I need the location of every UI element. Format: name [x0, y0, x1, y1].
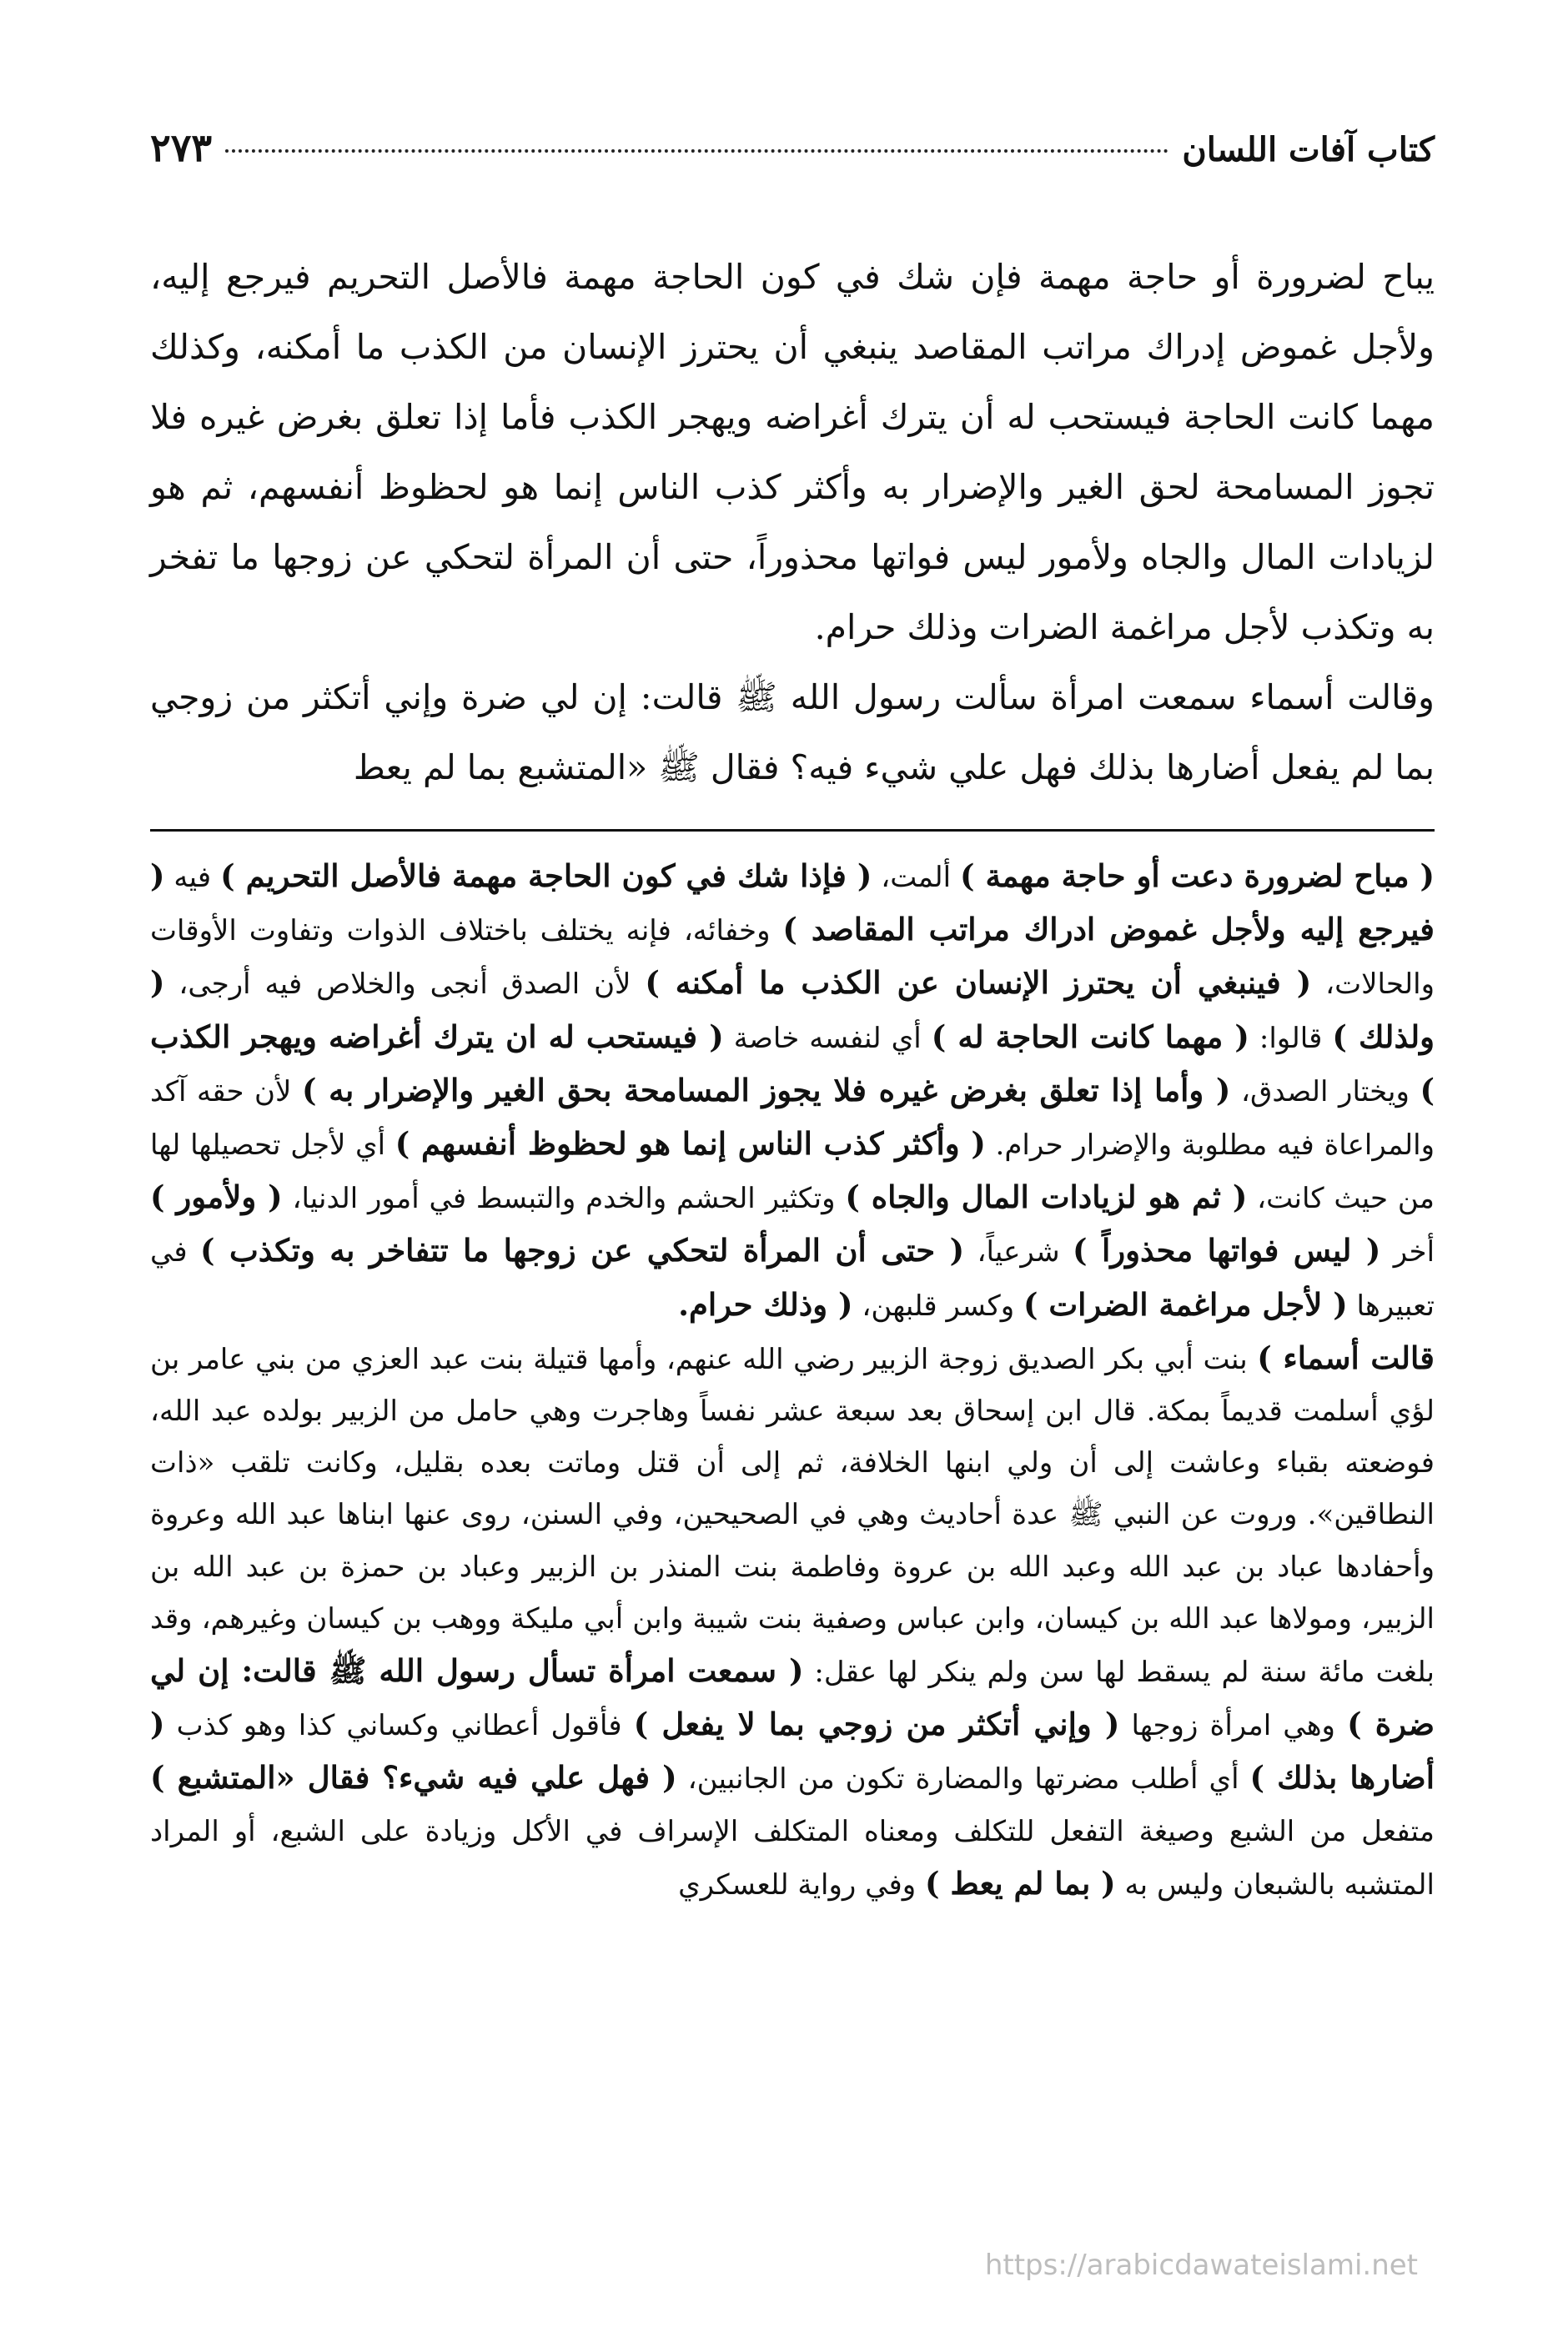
quoted-text: ( فينبغي أن يحترز الإنسان عن الكذب ما أمكنه )	[645, 964, 1312, 1002]
commentary-text: أي لأجل تحصيلها لها من حيث كانت،	[150, 1128, 1435, 1216]
quoted-text: ( ولذلك )	[150, 964, 1435, 1055]
commentary-text: أي لنفسه خاصة	[723, 1021, 932, 1055]
watermark-url: https://arabicdawateislami.net	[984, 2249, 1418, 2282]
quoted-text: ( وأكثر كذب الناس إنما هو لحظوظ أنفسهم )	[395, 1125, 986, 1163]
leader-dots	[225, 149, 1168, 153]
quoted-text: ( وأما إذا تعلق بغرض غيره فلا يجوز المسامحة بحق الغير والإضرار به )	[301, 1071, 1231, 1108]
commentary	[150, 850, 1435, 1911]
footnote-divider	[150, 829, 1435, 832]
running-header	[150, 125, 1435, 192]
main-paragraph: وقالت أسماء سمعت امرأة سألت رسول الله ﷺ قالت: إن لي ضرة وإني أتكثر من زوجي بما لم يفعل أضارها بذلك فهل علي شيء فيه؟ فقال ﷺ «المتشبع بما لم يعط	[150, 677, 1435, 787]
book-title: كتاب آفات اللسان	[1182, 130, 1435, 169]
quoted-text: ( أضارها بذلك )	[150, 1706, 1435, 1797]
quoted-text: ( بما لم يعط )	[924, 1864, 1116, 1902]
quoted-text: ( مهما كانت الحاجة له )	[931, 1018, 1249, 1055]
main-paragraph: يباح لضرورة أو حاجة مهمة فإن شك في كون الحاجة مهمة فالأصل التحريم فيرجع إليه، ولأجل غموض إدراك مراتب المقاصد ينبغي أن يحترز الإنسان من الكذب ما أمكنه، وكذلك مهما كانت الحاجة فيستحب له أن يترك أغراضه ويهجر الكذب فأما إذا تعلق بغرض غيره فلا تجوز المسامحة لحق الغير والإضرار به وأكثر كذب الناس إنما هو لحظوظ أنفسهم، ثم هو لزيادات المال والجاه ولأمور ليس فواتها محذوراً، حتى أن المرأة لتحكي عن زوجها ما تفخر به وتكذب لأجل مراغمة الضرات وذلك حرام.	[150, 257, 1435, 647]
quoted-text: ( ليس فواتها محذوراً )	[1073, 1232, 1381, 1269]
commentary-text: لأن حقه آكد والمراعاة فيه مطلوبة والإضرار حرام.	[150, 1074, 1435, 1163]
quoted-text: ( فهل علي فيه شيء؟ فقال «المتشبع )	[150, 1759, 677, 1797]
book-page	[150, 125, 1435, 1911]
commentary-paragraph	[150, 850, 1435, 1332]
quoted-text: ( ولأمور )	[150, 1179, 283, 1216]
commentary-text: وهي امرأة زوجها	[1119, 1709, 1348, 1743]
quoted-text: ( لأجل مراغمة الضرات )	[1023, 1285, 1348, 1323]
commentary-text: وفي رواية للعسكري	[678, 1867, 925, 1902]
commentary-text: أي أطلب مضرتها والمضارة تكون من الجانبين،	[676, 1762, 1250, 1797]
quoted-text: ( وذلك حرام.	[678, 1285, 853, 1323]
commentary-text: وكسر قلبهن،	[852, 1289, 1023, 1323]
commentary-text: متفعل من الشبع وصيغة التفعل للتكلف ومعناه المتكلف الإسراف في الأكل وزيادة على الشبع، أو المراد المتشبه بالشبعان وليس به	[150, 1814, 1435, 1902]
commentary-text: وخفائه، فإنه يختلف باختلاف الذوات وتفاوت الأوقات والحالات،	[150, 914, 1435, 1002]
commentary-text: وتكثير الحشم والخدم والتبسط في أمور الدنيا،	[282, 1182, 846, 1216]
quoted-text: ( سمعت امرأة تسأل رسول الله ﷺ قالت: إن لي ضرة )	[150, 1652, 1435, 1743]
quoted-text: قالت أسماء )	[1257, 1339, 1435, 1376]
commentary-text: لأن الصدق أنجى والخلاص فيه أرجى،	[164, 967, 646, 1002]
commentary-text: فأقول أعطاني وكساني كذا وهو كذب	[164, 1709, 634, 1743]
commentary-text: بنت أبي بكر الصديق زوجة الزبير رضي الله عنهم، وأمها قتيلة بنت عبد العزي من بني عامر بن لؤي أسلمت قديماً بمكة. قال ابن إسحاق بعد سبعة عشر نفساً وهاجرت وهي حامل من الزبير بولده عبد الله، فوضعته بقباء وعاشت إلى أن ولي ابنها الخلافة، ثم إلى أن قتل وماتت بعده بقليل، وكانت تلقب «ذات النطاقين». وروت عن النبي ﷺ عدة أحاديث وهي في الصحيحين، وفي السنن، روى عنها ابناها عبد الله وعروة وأحفادها عباد بن عبد الله وعبد الله بن عروة وفاطمة بنت المنذر بن الزبير وعباد بن حمزة بن عبد الله بن الزبير، ومولاها عبد الله بن كيسان، وابن عباس وصفية بنت شيبة وابن أبي مليكة ووهب بن كيسان وغيرهم، وقد بلغت مائة سنة لم يسقط لها سن ولم ينكر لها عقل:	[150, 1342, 1435, 1690]
commentary-paragraph	[150, 1332, 1435, 1911]
main-text	[150, 242, 1435, 802]
commentary-text: ألمت،	[872, 861, 961, 894]
commentary-text: فيه	[164, 861, 221, 894]
quoted-text: ( ثم هو لزيادات المال والجاه )	[845, 1179, 1248, 1216]
commentary-text: أخر	[1380, 1235, 1435, 1269]
commentary-text: قالوا:	[1249, 1021, 1333, 1055]
page-number: ٢٧٣	[150, 125, 213, 170]
commentary-text: شرعياً،	[964, 1235, 1073, 1269]
quoted-text: ( فيستحب له ان يترك أغراضه ويهجر الكذب )	[150, 1018, 1435, 1108]
quoted-text: ( فيرجع إليه ولأجل غموض ادراك مراتب المقاصد )	[150, 857, 1435, 948]
quoted-text: ( مباح لضرورة دعت أو حاجة مهمة )	[960, 857, 1435, 894]
commentary-text: ويختار الصدق،	[1230, 1074, 1420, 1108]
quoted-text: ( فإذا شك في كون الحاجة مهمة فالأصل التحريم )	[220, 857, 872, 894]
commentary-text: في تعبيرها	[150, 1235, 1435, 1323]
quoted-text: ( حتى أن المرأة لتحكي عن زوجها ما تتفاخر به وتكذب )	[200, 1232, 965, 1269]
quoted-text: ( وإني أتكثر من زوجي بما لا يفعل )	[633, 1706, 1120, 1743]
